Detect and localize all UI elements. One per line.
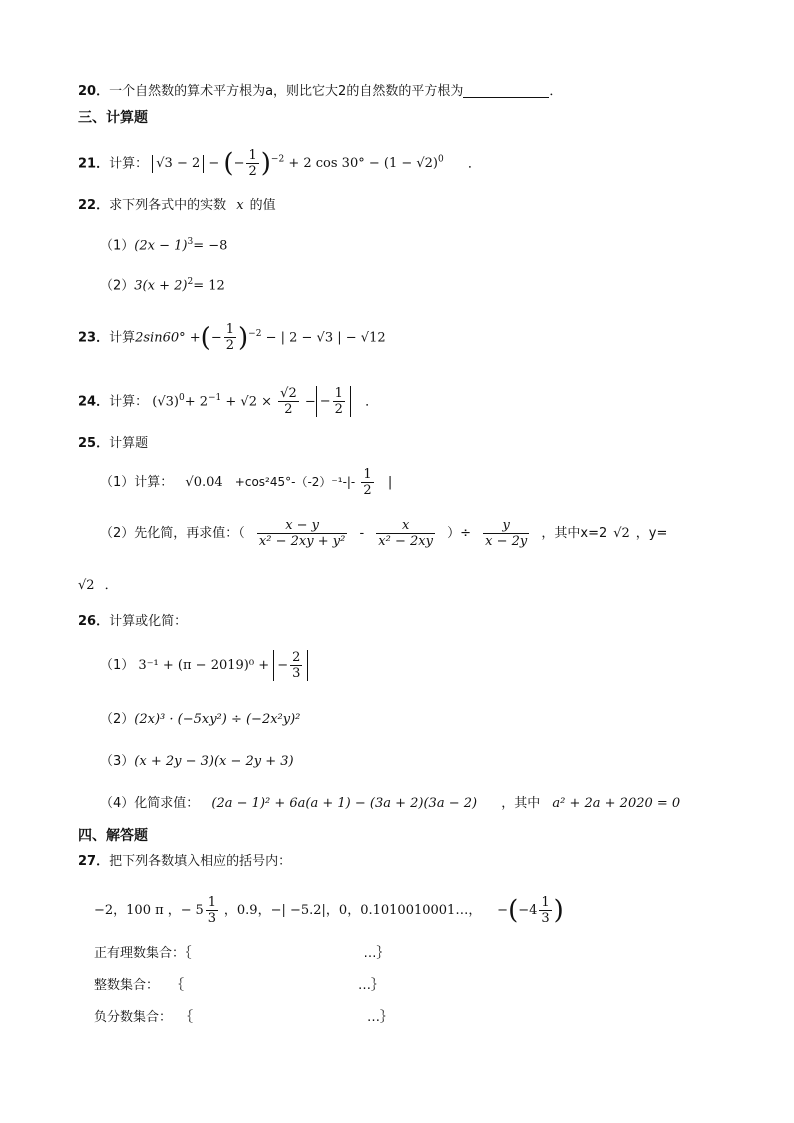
- set-negative-fraction: [94, 1008, 393, 1028]
- part-label: （2）: [100, 712, 135, 727]
- math-expression: (2x − 1): [134, 238, 188, 254]
- exponent: 0: [178, 393, 185, 403]
- question-25-part-2-continued: [78, 576, 118, 596]
- set-close: …｝: [358, 978, 385, 993]
- math-expression: (x + 2y − 3)(x − 2y + 3): [134, 754, 294, 769]
- frac-den: x² − 2xy + y²: [258, 534, 346, 549]
- set-open: ｛: [171, 978, 185, 993]
- math-expression: (2x)³ · (−5xy²) ÷ (−2x²y)²: [134, 712, 301, 727]
- question-25-part-2: [100, 514, 667, 554]
- part-label: （1）: [100, 658, 135, 673]
- frac-num: 1: [207, 895, 217, 910]
- math-term: √2: [613, 526, 630, 541]
- number-list: −2，100 π ，− 5 $\frac{1}{3}$ ，0.9，−| −5.2|，0，0.1010010001…， −(−4 $\frac{1}{3}$ ): [94, 895, 564, 926]
- question-20: [78, 82, 562, 102]
- number-items: ，0.9，−| −5.2|，0，0.1010010001…，: [223, 903, 482, 918]
- math-rhs: = 12: [193, 278, 225, 294]
- condition-text: ，y=: [635, 526, 668, 541]
- question-21: [78, 140, 481, 180]
- part-label: （3）: [100, 754, 135, 769]
- condition-text: ，其中x=2: [541, 526, 608, 541]
- question-number: 27．: [78, 854, 110, 869]
- question-24: 24．计算： $(√3)^0+ 2^{-1} + √2$ × $\frac{√2}{2}$ − − $\frac{1}{2}$ ．: [78, 386, 379, 418]
- frac-num: 1: [225, 322, 235, 338]
- set-label: 整数集合：: [94, 978, 160, 993]
- question-number: 23．: [78, 330, 110, 346]
- frac-den: 2: [248, 164, 257, 180]
- frac-num: x: [376, 518, 435, 534]
- question-text: 一个自然数的算术平方根为a，则比它大2的自然数的平方根为: [109, 84, 464, 99]
- math-term: (√3): [152, 394, 179, 410]
- number-items: −2，100 π ，−: [94, 903, 192, 918]
- question-text: 的值: [249, 198, 276, 213]
- section-3-title: 三、计算题: [78, 110, 148, 126]
- question-22: [78, 196, 276, 216]
- frac-den: 3: [207, 911, 217, 926]
- question-22-part-1: [100, 232, 227, 256]
- frac-den: 2: [334, 402, 343, 418]
- math-term: + 2: [184, 394, 208, 410]
- part-label: （1）: [100, 238, 135, 254]
- condition-text: ，其中: [501, 796, 541, 811]
- question-22-part-2: [100, 272, 225, 296]
- frac-num: 1: [363, 467, 372, 482]
- frac-den: x − 2y: [485, 534, 528, 549]
- question-number: 21．: [78, 156, 110, 172]
- question-27: [78, 852, 291, 872]
- question-text: 把下列各数填入相应的括号内：: [109, 854, 292, 869]
- punct: ．: [549, 84, 563, 99]
- frac-den: 3: [292, 666, 301, 681]
- math-expression: (2a − 1)² + 6a(a + 1) − (3a + 2)(3a − 2): [211, 796, 478, 811]
- frac-num: √2: [280, 386, 297, 402]
- punct: ．: [104, 578, 118, 593]
- question-label: 计算：: [109, 394, 149, 410]
- mixed-whole: 5: [195, 903, 204, 918]
- math-term: √2: [78, 578, 95, 593]
- set-close: …｝: [367, 1010, 394, 1025]
- exponent: −2: [248, 329, 262, 339]
- section-4-title: 四、解答题: [78, 828, 148, 844]
- question-26: [78, 612, 187, 632]
- math-term: + √2 ×: [225, 394, 273, 410]
- question-number: 25．: [78, 436, 110, 451]
- part-label: （4）化简求值：: [100, 796, 200, 811]
- question-text: 计算题: [109, 436, 149, 451]
- set-label: 负分数集合：: [94, 1010, 173, 1025]
- question-label: 计算：: [109, 156, 149, 172]
- set-integer: [94, 976, 384, 996]
- math-term: √0.04: [185, 475, 223, 490]
- frac-num: y: [483, 518, 529, 534]
- question-text: 求下列各式中的实数: [109, 198, 227, 213]
- answer-blank[interactable]: [463, 83, 549, 98]
- frac-den: x² − 2xy: [378, 534, 433, 549]
- exponent: −1: [207, 393, 222, 403]
- punct: |: [387, 475, 393, 490]
- sign: −: [497, 903, 509, 918]
- exponent: 0: [438, 155, 444, 165]
- question-26-part-1: （1） 3⁻¹ + (π − 2019)⁰ + − $\frac{2}{3}$: [100, 646, 308, 686]
- question-label: 计算: [109, 330, 136, 346]
- frac-num: 1: [334, 386, 343, 402]
- frac-den: 3: [541, 911, 550, 926]
- frac-den: 2: [225, 338, 235, 354]
- frac-num: 1: [541, 895, 550, 910]
- question-23: 23．计算2sin60° +(− $\frac{1}{2}$ )$^{-2}$ − | 2 − √3 | − √12: [78, 322, 386, 354]
- question-number: 26．: [78, 614, 110, 629]
- question-25-part-1: [100, 462, 392, 502]
- exponent: 2: [187, 277, 194, 287]
- punct: ．: [467, 156, 481, 172]
- math-rhs: = −8: [193, 238, 228, 254]
- mixed-whole: −4: [518, 903, 538, 918]
- frac-den: 2: [284, 402, 293, 418]
- set-close: …｝: [363, 946, 390, 961]
- set-label: 正有理数集合：｛: [94, 946, 192, 961]
- frac-num: x − y: [257, 518, 347, 534]
- math-expression: 3⁻¹ + (π − 2019)⁰ +: [138, 658, 270, 673]
- question-26-part-4: [100, 794, 680, 814]
- variable: x: [236, 198, 244, 213]
- part-label: （2）: [100, 278, 135, 294]
- operator: ）÷: [447, 526, 471, 541]
- punct: ．: [365, 394, 379, 410]
- exponent: 3: [187, 237, 194, 247]
- math-term: 2sin60°: [135, 330, 186, 346]
- math-term: − | 2 − √3 | − √12: [265, 330, 386, 346]
- math-expression: 3(x + 2): [134, 278, 188, 294]
- abs-content: 3 − 2: [164, 155, 201, 171]
- set-positive-rational: [94, 944, 390, 964]
- question-number: 22．: [78, 198, 110, 213]
- frac-den: 2: [363, 483, 372, 498]
- question-text: 计算或化简：: [109, 614, 188, 629]
- frac-num: 2: [292, 650, 301, 665]
- operator: -: [359, 526, 365, 541]
- question-number: 24．: [78, 394, 110, 410]
- math-expression: √3 − 2 − (− $\frac{1}{2}$ )$^{-2}$ + 2 $\cos 30^\circ - (1 - √2)^0$: [152, 156, 448, 171]
- question-25: [78, 434, 148, 454]
- question-number: 20．: [78, 84, 110, 99]
- part-label: （1）计算：: [100, 475, 174, 490]
- set-open: ｛: [180, 1010, 194, 1025]
- exponent: −2: [270, 155, 285, 165]
- part-label: （2）先化简，再求值：（: [100, 526, 245, 541]
- frac-num: 1: [248, 148, 257, 164]
- math-term: +cos²45°-（-2）⁻¹-|-: [234, 475, 356, 489]
- question-26-part-2: [100, 710, 300, 730]
- expr-tail: + 2 cos 30° − (1 − √2): [288, 156, 439, 172]
- math-condition: a² + 2a + 2020 = 0: [552, 796, 681, 811]
- question-26-part-3: [100, 752, 294, 772]
